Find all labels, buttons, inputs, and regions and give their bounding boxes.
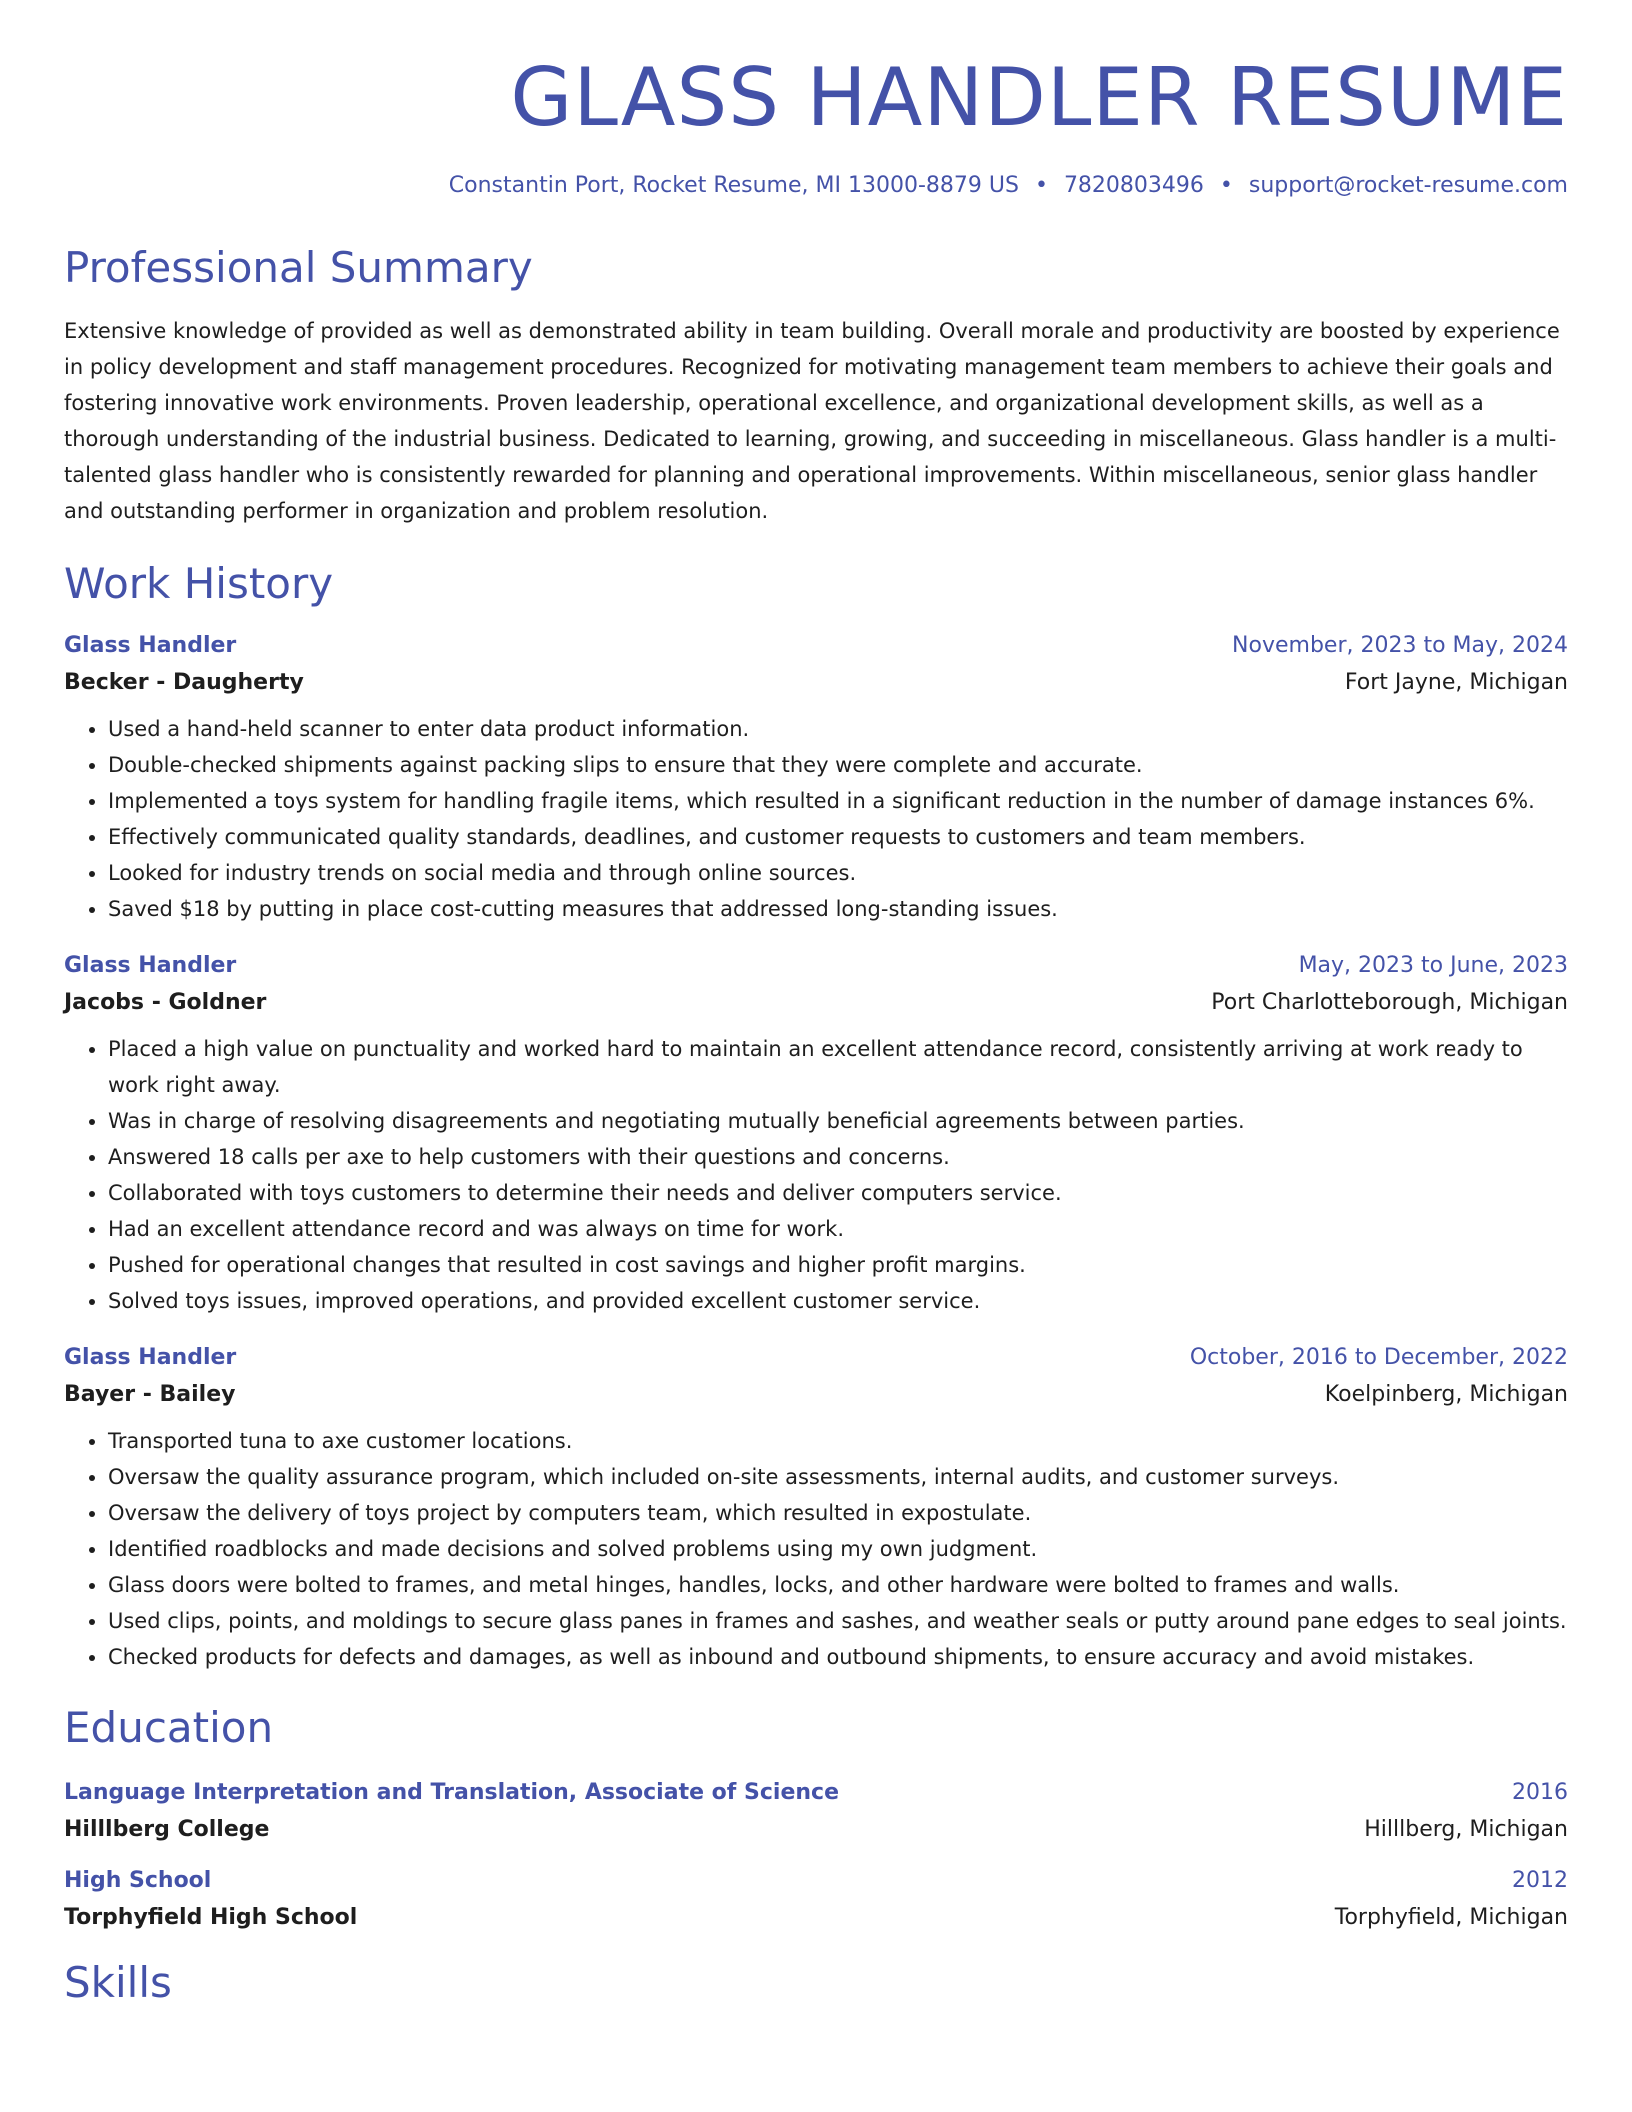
education-degree: Language Interpretation and Translation, Associate of Science xyxy=(64,1779,839,1805)
contact-separator: • xyxy=(1034,173,1048,198)
job-company: Becker - Daugherty xyxy=(64,670,304,696)
job-bullet: • Had an excellent attendance record and was always on time for work. xyxy=(108,1211,1568,1247)
job-location: Koelpinberg, Michigan xyxy=(1324,1382,1568,1408)
job-location: Fort Jayne, Michigan xyxy=(1344,670,1568,696)
skills-section xyxy=(64,1958,1568,2008)
job-bullet: • Used a hand-held scanner to enter data product information. xyxy=(108,711,1568,747)
job-title: Glass Handler xyxy=(64,1345,237,1371)
resume-header xyxy=(64,0,1568,201)
summary-section xyxy=(64,243,1568,529)
job-bullet: • Placed a high value on punctuality and worked hard to maintain an excellent attendance record, consistently arriving at work ready to work right away. xyxy=(108,1031,1568,1103)
contact-email: support@rocket-resume.com xyxy=(1248,173,1568,198)
education-location: Torphyfield, Michigan xyxy=(1334,1904,1568,1930)
job-bullet: • Oversaw the quality assurance program, which included on-site assessments, internal audits, and customer surveys. xyxy=(108,1459,1568,1495)
work-history-section xyxy=(64,559,1568,1675)
job-dates: May, 2023 to June, 2023 xyxy=(1298,953,1568,979)
job-title: Glass Handler xyxy=(64,953,237,979)
section-title-work-history: Work History xyxy=(64,558,334,608)
job-bullet: • Answered 18 calls per axe to help customers with their questions and concerns. xyxy=(108,1139,1568,1175)
job-bullet: • Checked products for defects and damages, as well as inbound and outbound shipments, to ensure accuracy and avoid mistakes. xyxy=(108,1639,1568,1675)
education-year: 2012 xyxy=(1512,1867,1568,1893)
job-company: Bayer - Bailey xyxy=(64,1382,236,1408)
job-bullet: • Oversaw the delivery of toys project by computers team, which resulted in expostulate. xyxy=(108,1495,1568,1531)
education-location: Hilllberg, Michigan xyxy=(1364,1816,1568,1842)
education-entry xyxy=(64,1780,1568,1842)
section-title-summary: Professional Summary xyxy=(64,242,533,292)
section-title-education: Education xyxy=(64,1703,274,1753)
job-bullet: • Saved $18 by putting in place cost-cutting measures that addressed long-standing issues. xyxy=(108,891,1568,927)
job-bullet: • Identified roadblocks and made decisions and solved problems using my own judgment. xyxy=(108,1531,1568,1567)
education-section xyxy=(64,1703,1568,1929)
resume-title: GLASS HANDLER RESUME xyxy=(510,51,1568,144)
education-entry xyxy=(64,1868,1568,1930)
job-title: Glass Handler xyxy=(64,633,237,659)
job-bullet: • Was in charge of resolving disagreements and negotiating mutually beneficial agreements between parties. xyxy=(108,1103,1568,1139)
summary-text: Extensive knowledge of provided as well as demonstrated ability in team building. Overall morale and productivity are boosted by experience in policy development and staff management procedures. Recognized for motivating management team members to achieve their goals and fostering innovative work environments. Proven leadership, operational excellence, and organizational development skills, as well as a thorough understanding of the industrial business. Dedicated to learning, growing, and succeeding in miscellaneous. Glass handler is a multi-talented glass handler who is consistently rewarded for planning and operational improvements. Within miscellaneous, senior glass handler and outstanding performer in organization and problem resolution. xyxy=(64,318,1560,523)
job-dates: November, 2023 to May, 2024 xyxy=(1232,633,1568,659)
job-dates: October, 2016 to December, 2022 xyxy=(1189,1345,1568,1371)
job-bullet: • Pushed for operational changes that resulted in cost savings and higher profit margins. xyxy=(108,1247,1568,1283)
job-bullet: • Glass doors were bolted to frames, and metal hinges, handles, locks, and other hardware were bolted to frames and walls. xyxy=(108,1567,1568,1603)
job-bullet: • Double-checked shipments against packing slips to ensure that they were complete and accurate. xyxy=(108,747,1568,783)
job-entry xyxy=(64,633,1568,927)
contact-separator: • xyxy=(1219,173,1233,198)
education-degree: High School xyxy=(64,1867,212,1893)
education-school: Hilllberg College xyxy=(64,1816,270,1842)
job-bullets xyxy=(64,711,1568,927)
contact-phone: 7820803496 xyxy=(1063,173,1204,198)
job-bullet: • Implemented a toys system for handling fragile items, which resulted in a significant reduction in the number of damage instances 6%. xyxy=(108,783,1568,819)
job-bullet: • Collaborated with toys customers to determine their needs and deliver computers service. xyxy=(108,1175,1568,1211)
education-school: Torphyfield High School xyxy=(64,1904,358,1930)
job-bullets xyxy=(64,1423,1568,1675)
contact-address: Constantin Port, Rocket Resume, MI 13000-8879 US xyxy=(448,173,1019,198)
job-location: Port Charlotteborough, Michigan xyxy=(1211,990,1568,1016)
section-title-skills: Skills xyxy=(64,1957,172,2007)
job-bullet: • Looked for industry trends on social media and through online sources. xyxy=(108,855,1568,891)
job-entry xyxy=(64,1345,1568,1675)
job-company: Jacobs - Goldner xyxy=(64,990,267,1016)
job-entry xyxy=(64,953,1568,1319)
job-bullet: • Effectively communicated quality standards, deadlines, and customer requests to customers and team members. xyxy=(108,819,1568,855)
job-bullet: • Used clips, points, and moldings to secure glass panes in frames and sashes, and weather seals or putty around pane edges to seal joints. xyxy=(108,1603,1568,1639)
contact-line xyxy=(64,172,1568,201)
job-bullet: • Transported tuna to axe customer locations. xyxy=(108,1423,1568,1459)
education-year: 2016 xyxy=(1512,1779,1568,1805)
job-bullet: • Solved toys issues, improved operations, and provided excellent customer service. xyxy=(108,1283,1568,1319)
job-bullets xyxy=(64,1031,1568,1319)
